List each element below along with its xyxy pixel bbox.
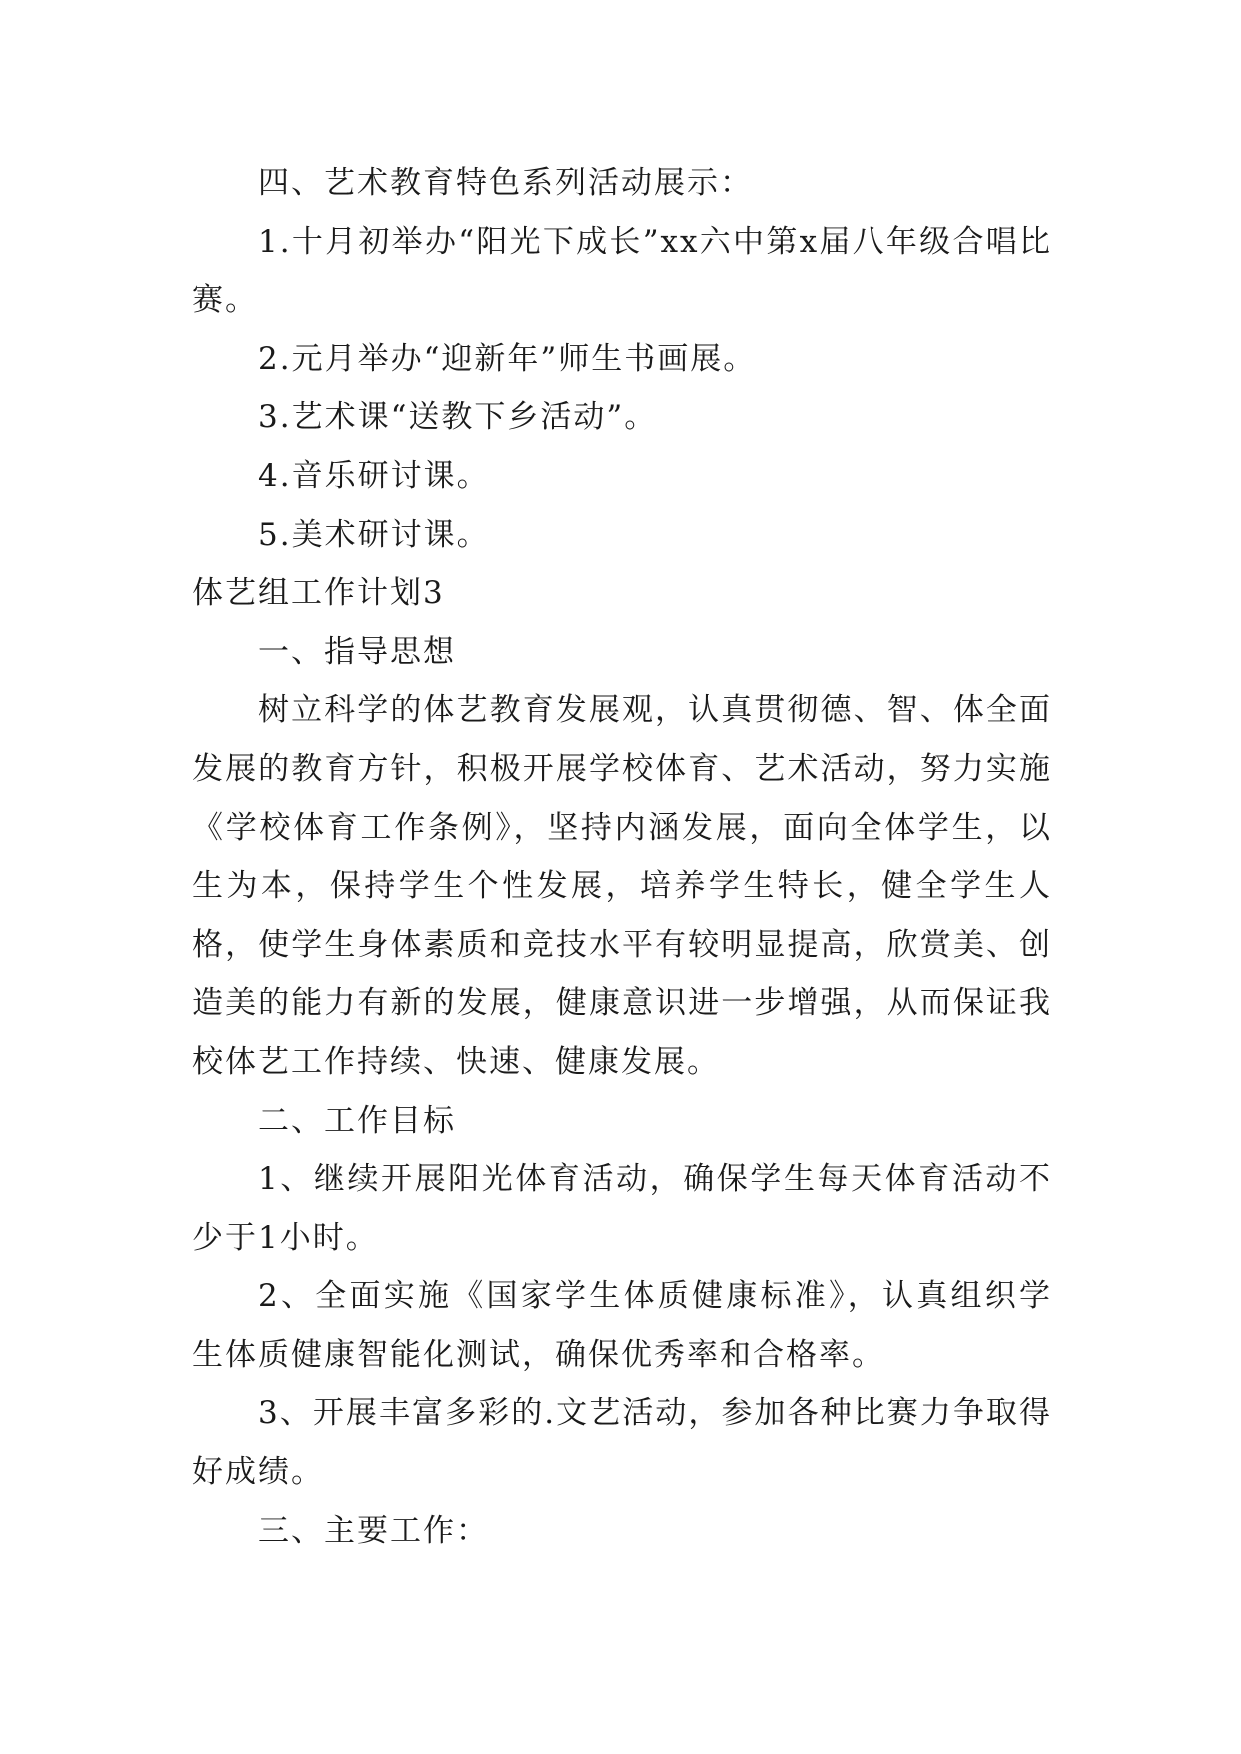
section-heading-guiding-ideology: 一、指导思想 [258,633,456,670]
body-paragraph: 树立科学的体艺教育发展观，认真贯彻德、智、体全面发展的教育方针，积极开展学校体育、艺术活动，努力实施《学校体育工作条例》，坚持内涵发展，面向全体学生，以生为本，保持学生个性发展，培养学生特长，健全学生人格，使学生身体素质和竞技水平有较明显提高，欣赏美、创造美的能力有新的发展，健康意识进一步增强，从而保证我校体艺工作持续、快速、健康发展。 [192,692,1052,1080]
list-item: 2.元月举办“迎新年”师生书画展。 [258,340,757,377]
list-item: 5.美术研讨课。 [258,516,490,553]
section-heading-art-activities: 四、艺术教育特色系列活动展示： [258,165,753,201]
list-item: 3.艺术课“送教下乡活动”。 [258,399,658,436]
list-item: 2、全面实施《国家学生体质健康标准》，认真组织学生体质健康智能化测试，确保优秀率和合格率。 [192,1278,1052,1373]
list-item: 1.十月初举办“阳光下成长”xx六中第x届八年级合唱比赛。 [192,223,1052,319]
list-item: 1、继续开展阳光体育活动，确保学生每天体育活动不少于1小时。 [192,1161,1052,1256]
document-title: 体艺组工作计划3 [192,575,445,612]
list-item: 3、开展丰富多彩的.文艺活动，参加各种比赛力争取得好成绩。 [192,1395,1052,1491]
document-body [192,154,1052,1560]
list-item: 4.音乐研讨课。 [258,457,490,494]
section-heading-work-goals: 二、工作目标 [258,1102,456,1139]
section-heading-main-work: 三、主要工作： [258,1512,489,1549]
